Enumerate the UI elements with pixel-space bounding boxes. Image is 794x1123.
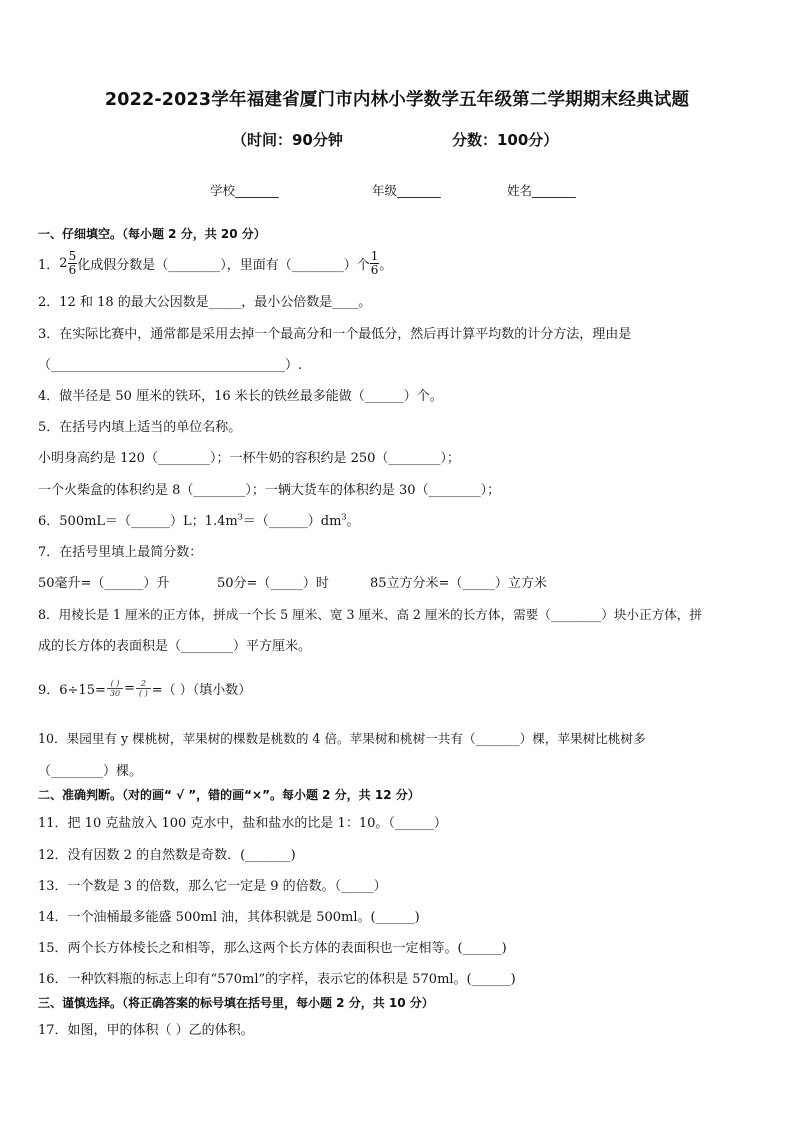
q6-part-c: 。 <box>346 514 360 529</box>
q9-f1-num: ( ) <box>107 679 123 689</box>
q9-f2-den: ( ) <box>138 688 148 698</box>
question-15: 15．两个长方体棱长之和相等，那么这两个长方体的表面积也一定相等。(______) <box>38 941 507 956</box>
school-field: 学校_______ <box>210 183 279 198</box>
question-7: 7．在括号里填上最简分数： <box>38 545 203 560</box>
question-17: 17．如图，甲的体积（ ）乙的体积。 <box>38 1023 254 1038</box>
question-3-answer: （____________________________________）. <box>38 358 303 373</box>
question-3: 3．在实际比赛中，通常都是采用去掉一个最高分和一个最低分，然后再计算平均数的计分方法，理由是 <box>38 327 632 342</box>
q1-number: 1． <box>38 257 60 273</box>
q9-eq: = <box>124 680 135 696</box>
q1-whole: 2 <box>59 255 68 271</box>
question-7-a: 50毫升=（______）升 <box>38 576 170 591</box>
question-1 <box>38 246 392 280</box>
question-13: 13．一个数是 3 的倍数，那么它一定是 9 的倍数。（_____） <box>38 879 387 894</box>
q9-f1-den: 30 <box>109 688 121 698</box>
question-9 <box>38 673 251 703</box>
q9-suffix: =（ ）（填小数） <box>151 682 252 698</box>
section-2-heading: 二、准确判断。（对的画“ √ ”，错的画“×”。每小题 2 分，共 12 分） <box>38 788 420 802</box>
q1-frac2-num: 1 <box>370 248 379 263</box>
question-8: 8．用棱长是 1 厘米的正方体，拼成一个长 5 厘米、宽 3 厘米、高 2 厘米的长方体，需要（________）块小正方体，拼 <box>38 607 702 622</box>
q9-prefix: 9．6÷15= <box>38 682 106 698</box>
q6-sup-1: 3 <box>237 512 243 522</box>
q1-frac2-den: 6 <box>370 262 379 277</box>
q9-fraction-1 <box>107 679 123 698</box>
question-10: 10．果园里有 y 棵桃树，苹果树的棵数是桃数的 4 倍。苹果树和桃树一共有（_______）棵，苹果树比桃树多 <box>38 731 646 746</box>
q9-f2-num: 2 <box>136 679 151 689</box>
q6-sup-2: 3 <box>341 512 347 522</box>
question-2: 2．12 和 18 的最大公因数是_____，最小公倍数是____。 <box>38 295 372 310</box>
q9-fraction-2 <box>136 679 151 698</box>
q1-unit-fraction <box>370 250 380 277</box>
grade-field: 年级_______ <box>372 183 441 198</box>
question-4: 4．做半径是 50 厘米的铁环，16 米长的铁丝最多能做（______）个。 <box>38 389 443 404</box>
q6-part-b: ＝（______）dm <box>242 514 342 529</box>
exam-time: （时间：90分钟 <box>232 131 343 149</box>
section-1-heading: 一、仔细填空。（每小题 2 分，共 20 分） <box>38 227 266 241</box>
question-5-line-b: 一个火柴盒的体积约是 8（________）；一辆大货车的体积约是 30（________）； <box>38 483 501 498</box>
q1-end: 。 <box>379 257 393 273</box>
page-title: 2022-2023学年福建省厦门市内林小学数学五年级第二学期期末经典试题 <box>104 90 690 110</box>
q1-frac-den: 6 <box>68 262 77 277</box>
question-12: 12．没有因数 2 的自然数是奇数．(_______) <box>38 848 296 863</box>
section-3-heading: 三、谨慎选择。（将正确答案的标号填在括号里，每小题 2 分，共 10 分） <box>38 996 434 1010</box>
question-5-line-a: 小明身高约是 120（________）；一杯牛奶的容积约是 250（________）； <box>38 451 460 466</box>
question-7-c: 85立方分米=（_____）立方米 <box>370 576 547 591</box>
question-16: 16．一种饮料瓶的标志上印有“570ml”的字样，表示它的体积是 570ml。(______) <box>38 972 516 987</box>
question-10-line-b: （________）棵。 <box>38 764 143 779</box>
q1-fraction <box>68 250 78 277</box>
question-8-line-b: 成的长方体的表面积是（________）平方厘米。 <box>38 639 312 654</box>
q6-part-a: 6．500mL＝（______）L；1.4m <box>38 514 238 529</box>
question-11: 11．把 10 克盐放入 100 克水中，盐和盐水的比是 1：10。（______） <box>38 816 447 831</box>
question-14: 14．一个油桶最多能盛 500ml 油，其体积就是 500ml。(______) <box>38 910 420 925</box>
q1-text: 化成假分数是（________），里面有（________）个 <box>77 257 370 273</box>
question-7-b: 50分=（_____）时 <box>217 576 329 591</box>
name-field: 姓名_______ <box>507 183 576 198</box>
exam-score: 分数：100分） <box>452 131 559 149</box>
question-6 <box>38 510 360 529</box>
question-5: 5．在括号内填上适当的单位名称。 <box>38 420 242 435</box>
q1-frac-num: 5 <box>68 248 77 263</box>
